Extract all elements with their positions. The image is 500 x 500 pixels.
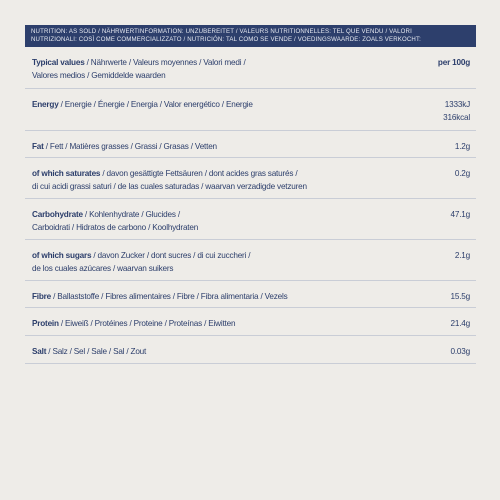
row-salt: [25, 336, 476, 364]
row-value: [455, 249, 470, 262]
row-label: [32, 56, 392, 82]
row-saturates: [25, 158, 476, 199]
row-label-bold: Carbohydrate: [32, 210, 83, 219]
row-label-rest: / Nährwerte / Valeurs moyennes / Valori medi /: [84, 58, 246, 67]
row-value-1: 15.5g: [450, 292, 470, 301]
header-line-2: NUTRIZIONALI: COSÌ COME COMMERCIALIZZATO / NUTRICIÓN: TAL COMO SE VENDE / VOEDINGSWAARDE: ZOALS VERKOCHT:: [31, 36, 421, 43]
row-value: [455, 140, 470, 153]
row-value-1: 47.1g: [450, 210, 470, 219]
row-label: [32, 167, 392, 193]
row-label-bold: of which saturates: [32, 169, 101, 178]
row-label-rest: / davon gesättigte Fettsäuren / dont acides gras saturés /: [100, 169, 298, 178]
row-label-rest: / Ballaststoffe / Fibres alimentaires / Fibre / Fibra alimentaria / Vezels: [51, 292, 288, 301]
row-label-rest-2: Carboidrati / Hidratos de carbono / Koolhydraten: [32, 223, 199, 232]
row-label-rest-2: di cui acidi grassi saturi / de las cuales saturadas / waarvan verzadigde vetzuren: [32, 182, 307, 191]
row-label-bold: Protein: [32, 319, 59, 328]
row-label: [32, 290, 392, 303]
row-fat: [25, 131, 476, 158]
row-value: [451, 317, 471, 330]
header-line-1: NUTRITION: AS SOLD / NÄHRWERTINFORMATION: UNZUBEREITET / VALEURS NUTRITIONNELLES: TEL QUE VENDU / VALORI: [31, 27, 412, 35]
row-label-rest: / Energie / Énergie / Energia / Valor energético / Energie: [58, 100, 253, 109]
row-typical-values: [25, 47, 476, 89]
row-carbohydrate: [25, 199, 476, 240]
row-label-bold: Fat: [32, 142, 44, 151]
row-protein: [25, 308, 476, 336]
row-label: [32, 208, 392, 234]
row-label: [32, 140, 392, 153]
row-energy: [25, 89, 476, 131]
row-sugars: [25, 240, 476, 281]
row-label: [32, 98, 392, 111]
row-label: [32, 249, 392, 275]
nutrition-header: [25, 25, 476, 47]
row-value: [451, 290, 471, 303]
row-label-rest: / Fett / Matières grasses / Grassi / Grasas / Vetten: [43, 142, 217, 151]
row-value: [451, 345, 471, 358]
row-value: [438, 56, 470, 69]
row-label-rest: / Salz / Sel / Sale / Sal / Zout: [46, 347, 147, 356]
row-value: [443, 98, 470, 124]
row-label-bold: of which sugars: [32, 251, 92, 260]
row-value-1: 0.03g: [450, 347, 470, 356]
row-label-rest: / davon Zucker / dont sucres / di cui zuccheri /: [91, 251, 251, 260]
row-label: [32, 317, 392, 330]
row-value: [455, 167, 470, 180]
row-fibre: [25, 281, 476, 308]
row-label-bold: Fibre: [32, 292, 52, 301]
row-value-1: 1333kJ: [444, 100, 470, 109]
row-label: [32, 345, 392, 358]
row-value-1: 0.2g: [454, 169, 470, 178]
row-value-1: 2.1g: [454, 251, 470, 260]
row-label-bold: Salt: [32, 347, 47, 356]
row-value-1: per 100g: [437, 58, 470, 67]
row-value-1: 21.4g: [450, 319, 470, 328]
row-value-1: 1.2g: [454, 142, 470, 151]
row-label-bold: Energy: [32, 100, 59, 109]
row-label-bold: Typical values: [32, 58, 85, 67]
row-label-rest-2: de los cuales azúcares / waarvan suikers: [32, 264, 174, 273]
row-label-rest: / Eiweiß / Protéines / Proteine / Proteínas / Eiwitten: [58, 319, 236, 328]
row-value: [451, 208, 471, 221]
row-label-rest-2: Valores medios / Gemiddelde waarden: [32, 71, 166, 80]
row-label-rest: / Kohlenhydrate / Glucides /: [82, 210, 180, 219]
row-value-2: 316kcal: [443, 113, 470, 122]
